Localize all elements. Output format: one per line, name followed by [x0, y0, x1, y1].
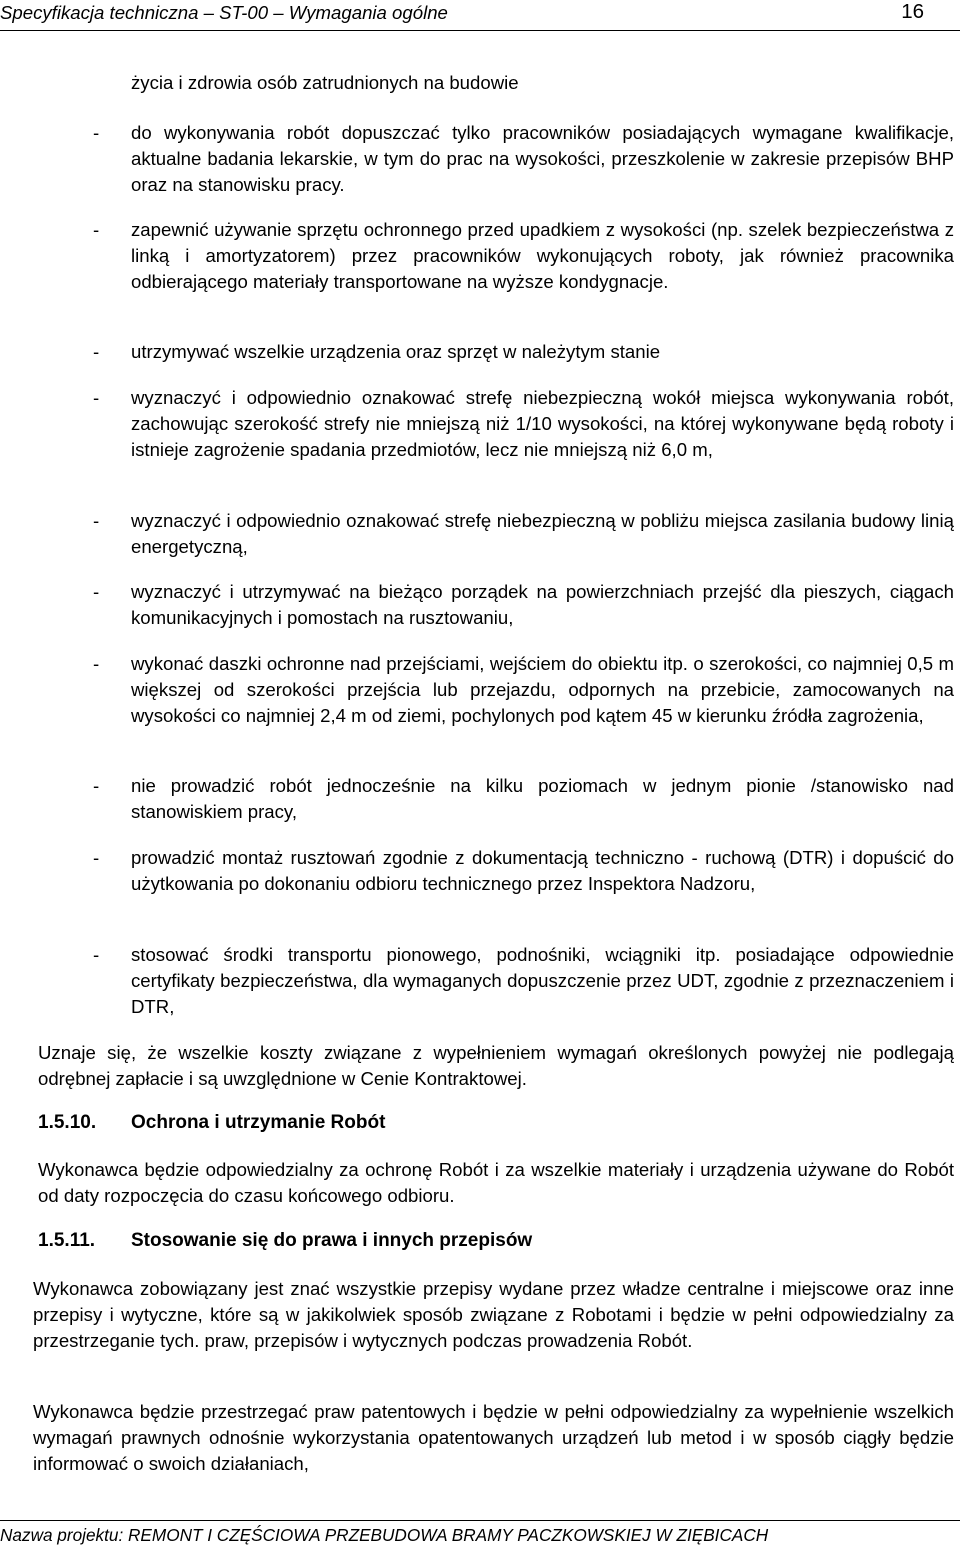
list-item-text: prowadzić montaż rusztowań zgodnie z dokumentacją techniczno - ruchową (DTR) i dopuścić do użytkowania po dokonaniu odbioru technicznego przez Inspektora Nadzoru, — [131, 847, 954, 894]
section-paragraph: Wykonawca zobowiązany jest znać wszystkie przepisy wydane przez władze centralne i miejscowe oraz inne przepisy i wytyczne, które są w jakikolwiek sposób związane z Robotami i będzie w pełni odpowiedzialny za przestrzeganie tych. praw, przepisów i wytycznych podczas prowadzenia Robót. — [33, 1278, 954, 1351]
list-item-text: zapewnić używanie sprzętu ochronnego przed upadkiem z wysokości (np. szelek bezpieczeństwa z linką i amortyzatorem) przez pracowników wykonujących roboty, jak również pracownika odbierającego materiały transportowane na wyższe kondygnacje. — [131, 219, 954, 292]
list-dash: - — [93, 122, 100, 143]
section-heading — [38, 1110, 385, 1136]
page-header — [0, 0, 960, 31]
list-dash: - — [93, 944, 100, 965]
list-item — [93, 773, 954, 825]
section-heading — [38, 1228, 532, 1254]
list-dash: - — [93, 510, 100, 531]
continuation-text: życia i zdrowia osób zatrudnionych na budowie — [131, 72, 519, 93]
list-item-text: stosować środki transportu pionowego, podnośniki, wciągniki itp. posiadające odpowiednie certyfikaty bezpieczeństwa, dla wymaganych dopuszczenie przez UDT, zgodnie z przeznaczeniem i DTR, — [131, 944, 954, 1017]
page-footer — [0, 1520, 960, 1550]
list-item — [93, 339, 954, 365]
list-dash: - — [93, 341, 100, 362]
list-item — [93, 385, 954, 462]
list-item — [93, 579, 954, 631]
list-item-text: wyznaczyć i odpowiednio oznakować strefę niebezpieczną w pobliżu miejsca zasilania budowy linią energetyczną, — [131, 510, 954, 557]
list-dash: - — [93, 847, 100, 868]
section-paragraph: Wykonawca będzie przestrzegać praw patentowych i będzie w pełni odpowiedzialny za wypełnienie wszelkich wymagań prawnych odnośnie wykorzystania opatentowanych urządzeń lub metod i w sposób ciągły będzie informować o swoich działaniach, — [33, 1401, 954, 1474]
list-item — [93, 942, 954, 1019]
list-item-text: utrzymywać wszelkie urządzenia oraz sprzęt w należytym stanie — [131, 341, 661, 362]
list-dash: - — [93, 775, 100, 796]
list-item — [93, 508, 954, 560]
page-number: 16 — [901, 0, 924, 23]
list-dash: - — [93, 387, 100, 408]
document-title: Specyfikacja techniczna – ST-00 – Wymagania ogólne — [0, 2, 448, 23]
project-name: Nazwa projektu: REMONT I CZĘŚCIOWA PRZEBUDOWA BRAMY PACZKOWSKIEJ W ZIĘBICACH — [0, 1525, 769, 1545]
section-number: 1.5.11. — [38, 1230, 96, 1251]
list-item — [93, 120, 954, 197]
list-item — [93, 651, 954, 728]
section-paragraph: Wykonawca będzie odpowiedzialny za ochronę Robót i za wszelkie materiały i urządzenia używane do Robót od daty rozpoczęcia do czasu końcowego odbioru. — [38, 1159, 954, 1206]
list-dash: - — [93, 581, 100, 602]
section-title: Ochrona i utrzymanie Robót — [131, 1112, 386, 1133]
list-item-text: do wykonywania robót dopuszczać tylko pracowników posiadających wymagane kwalifikacje, aktualne badania lekarskie, w tym do prac na wysokości, przeszkolenie w zakresie przepisów BHP oraz na stanowisku pracy. — [131, 122, 954, 195]
list-item — [93, 217, 954, 294]
section-number: 1.5.10. — [38, 1112, 97, 1133]
costs-paragraph: Uznaje się, że wszelkie koszty związane z wypełnieniem wymagań określonych powyżej nie podlegają odrębnej zapłacie i są uwzględnione w Cenie Kontraktowej. — [38, 1042, 954, 1089]
list-item-text: wyznaczyć i odpowiednio oznakować strefę niebezpieczną wokół miejsca wykonywania robót, zachowując szerokość strefy nie mniejszą niż 1/10 wysokości, na której wykonywane będą roboty i istnieje zagrożenie spadania przedmiotów, lecz nie mniejszą niż 6,0 m, — [131, 387, 954, 460]
list-item — [93, 845, 954, 897]
list-dash: - — [93, 653, 100, 674]
list-dash: - — [93, 219, 100, 240]
list-item-text: wyznaczyć i utrzymywać na bieżąco porządek na powierzchniach przejść dla pieszych, ciągach komunikacyjnych i pomostach na rusztowaniu, — [131, 581, 954, 628]
list-item-text: nie prowadzić robót jednocześnie na kilku poziomach w jednym pionie /stanowisko nad stanowiskiem pracy, — [131, 775, 954, 822]
list-item-text: wykonać daszki ochronne nad przejściami, wejściem do obiektu itp. o szerokości, co najmniej 0,5 m większej od szerokości przejścia lub przejazdu, odpornych na przebicie, zamocowanych na wysokości co najmniej 2,4 m od ziemi, pochylonych pod kątem 45 w kierunku źródła zagrożenia, — [131, 653, 954, 726]
section-title: Stosowanie się do prawa i innych przepisów — [131, 1230, 533, 1251]
